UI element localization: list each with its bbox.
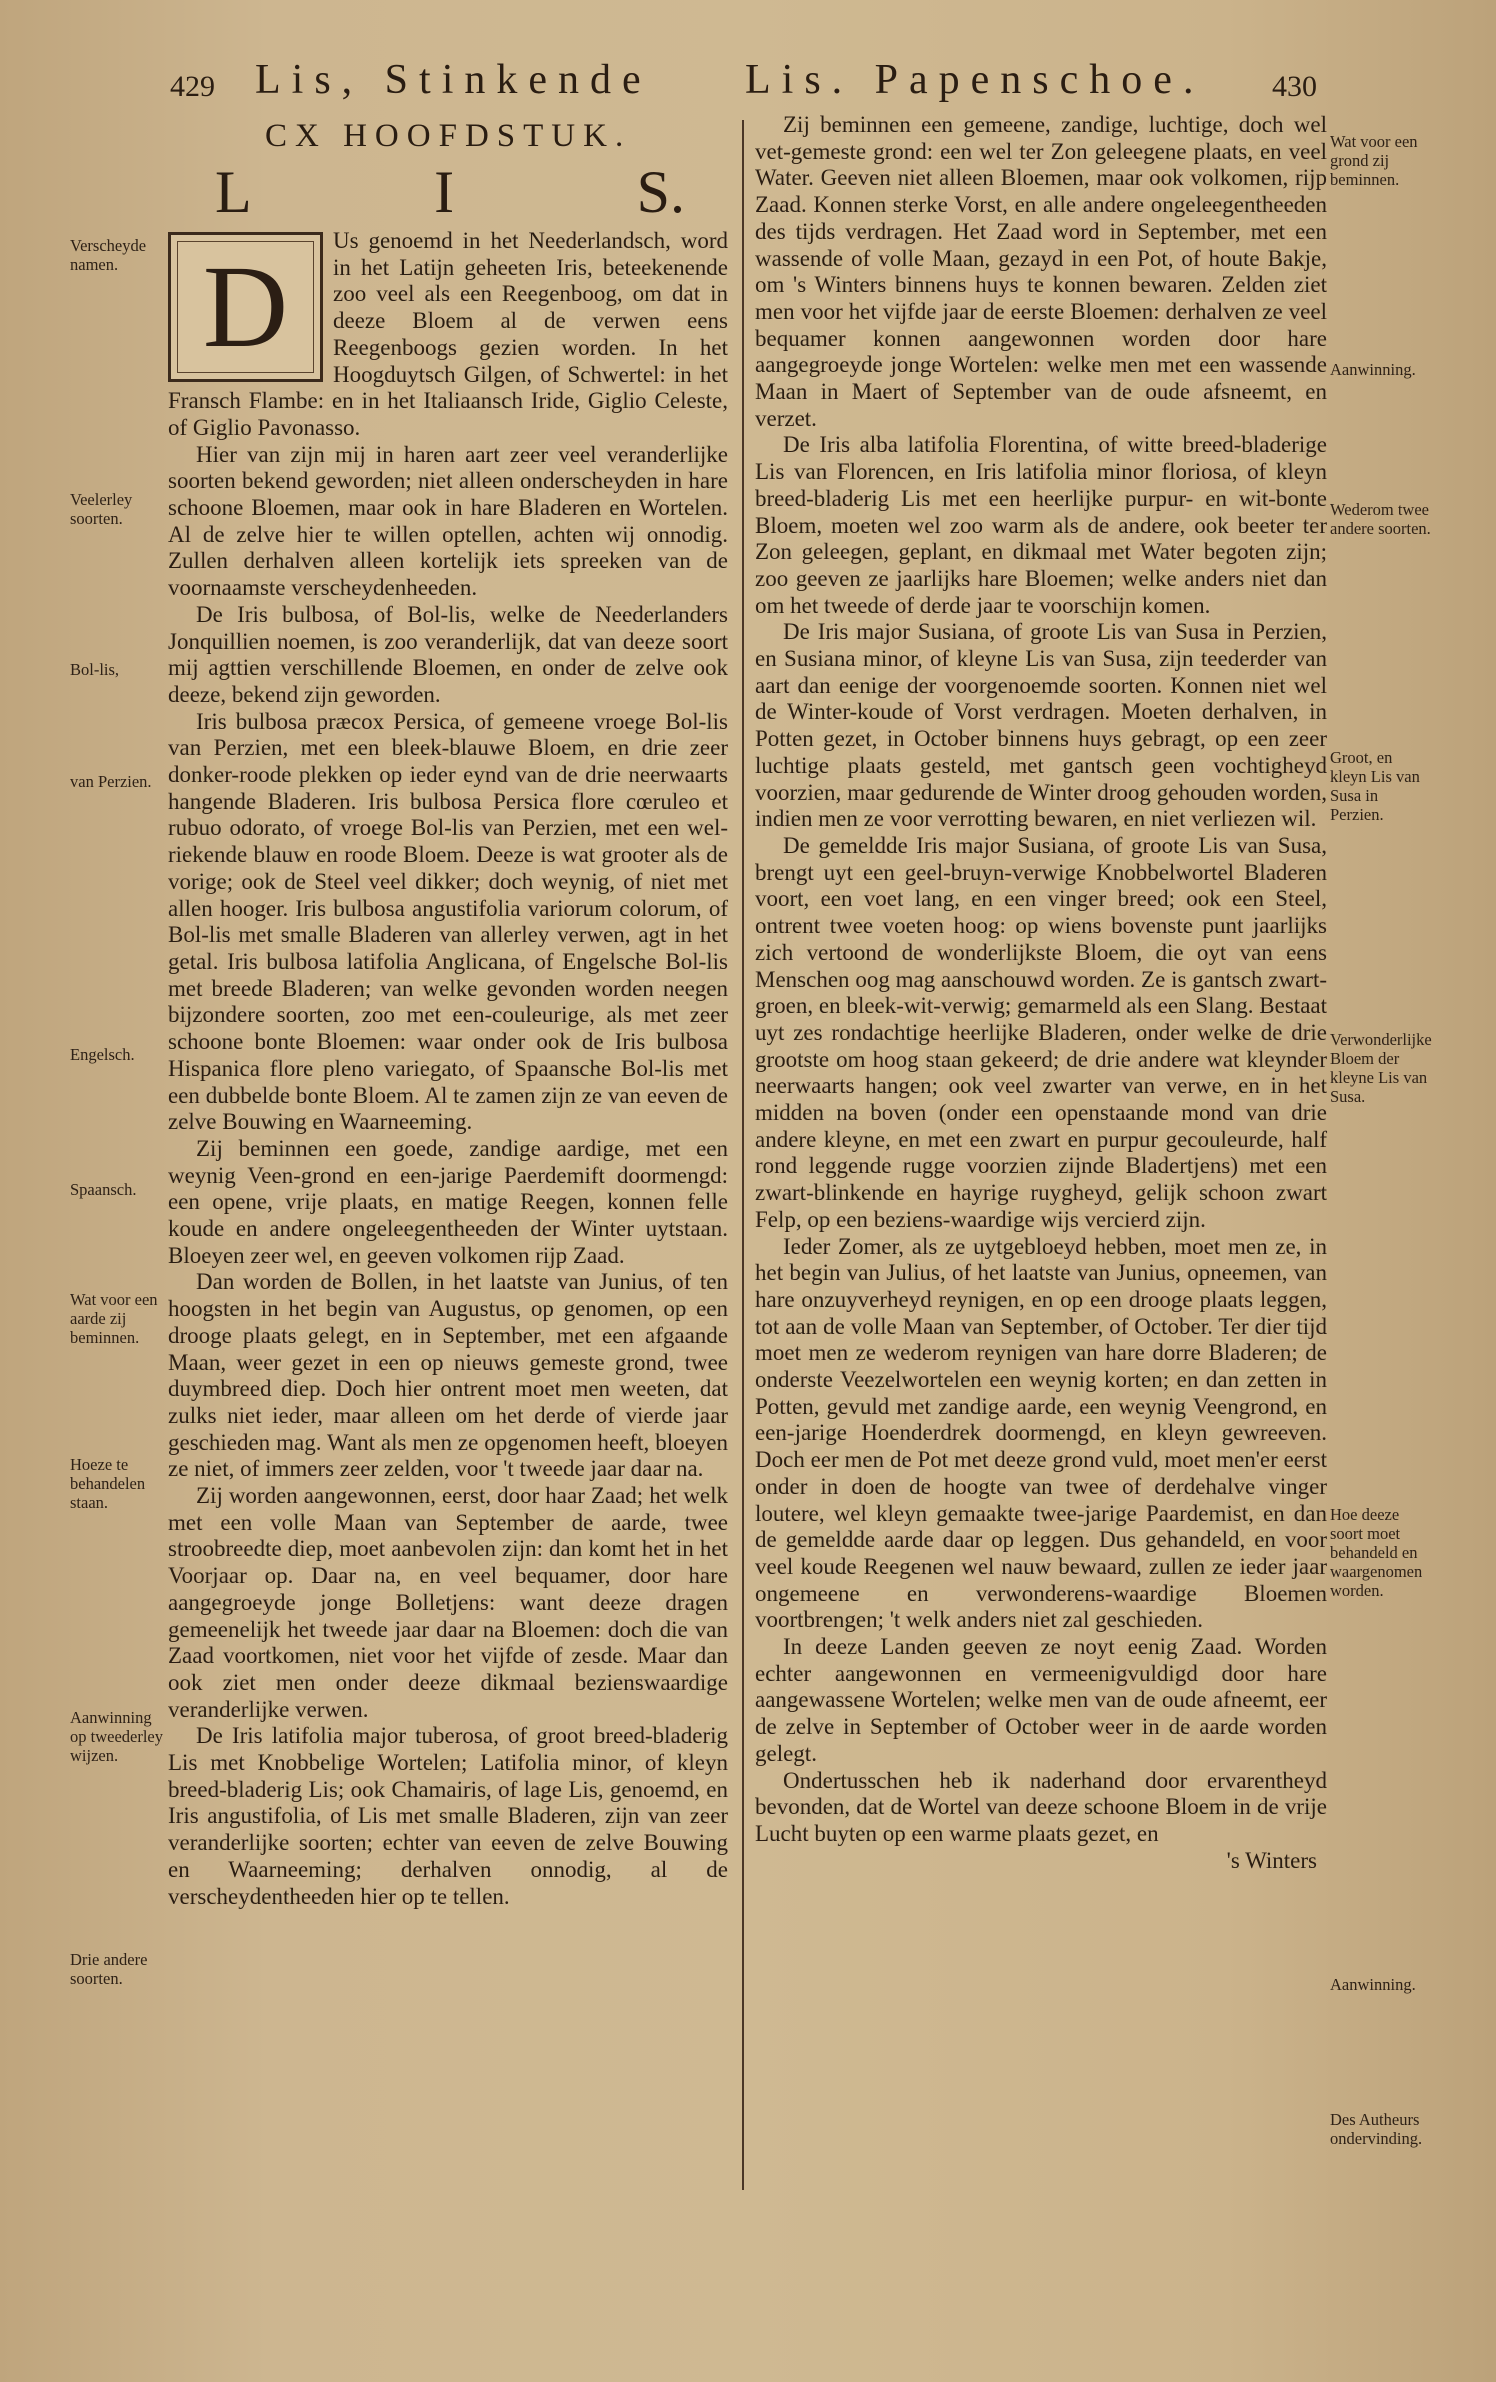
chapter-title (215, 158, 685, 227)
margin-note-left: Aanwinning op tweederley wijzen. (70, 1708, 163, 1765)
paragraph: De Iris major Susiana, of groote Lis van Susa in Perzien, en Susiana minor, of kleyne Lis van Susa, zijn teederder van aart dan eenige der voorgenoemde soorten. Konnen niet wel de Winter-koude of Vorst verdragen. Moeten derhalven, in Potten gezet, in October binnens huys gebragt, op een zeer luchtige plaats gesteld, met gantsch geen vochtigheyd voorzien, maar gedurende de Winter droog gehouden worden, indien men ze voor verrotting bewaren, en niet verliezen wil. (755, 619, 1327, 832)
running-head-left: Lis, Stinkende (255, 57, 652, 103)
margin-note-left: Drie andere soorten. (70, 1950, 148, 1988)
left-column (168, 228, 728, 1910)
paragraph: De Iris alba latifolia Florentina, of witte breed-bladerige Lis van Florencen, en Iris latifolia minor floriosa, of kleyn breed-bladerig Lis met een heerlijke purpur- en wit-bonte Bloem, moeten wel zoo warm als de andere, ook beeter ter Zon geleegen, geplant, en dikmaal met Water begoten zijn; zoo geeven ze jaarlijks hare Bloemen; welke anders niet dan om het tweede of derde jaar te voorschijn komen. (755, 432, 1327, 618)
paragraph: Us genoemd in het Neederlandsch, word in het Latijn geheeten Iris, beteekenende zoo veel als een Reegenboog, om dat in deeze Bloem al de verwen eens Reegenboogs gezien worden. In het Hoogduytsch Gilgen, of Schwertel: in het Fransch Flambe: en in het Italiaansch Iride, Giglio Celeste, of Giglio Pavonasso. (168, 228, 728, 440)
paragraph: Iris bulbosa præcox Persica, of gemeene vroege Bol-lis van Perzien, met een bleek-blauwe Bloem, en drie zeer donker-roode plekken op ieder eynd van de drie neerwaarts hangende Bladeren. Iris bulbosa Persica flore cœruleo et rubuo odorato, of vroege Bol-lis van Perzien, met een wel-riekende blauw en roode Bloem. Deeze is wat grooter als de vorige; ook de Steel veel dikker; doch weynig, of niet met allen hooger. Iris bulbosa angustifolia variorum colorum, of Bol-lis met smalle Bladeren van allerley verwen, agt in het getal. Iris bulbosa latifolia Anglicana, of Engelsche Bol-lis met breede Bladeren; van welke gevonden worden neegen bijzondere soorten, zoo met een-couleurige, als met zeer schoone bonte Bloemen: waar onder ook de Iris bulbosa Hispanica flore pleno variegato, of Spaansche Bol-lis met een dubbelde bonte Bloem. Al te zamen zijn ze van eeven de zelve Bouwing en Waarneeming. (168, 708, 728, 1135)
paragraph: Hier van zijn mij in haren aart zeer veel veranderlijke soorten bekend geworden; niet alleen onderscheyden in hare schoone Bloemen, maar ook in hare Bladeren en Wortelen. Al de zelve hier te willen optellen, achten wij onnodig. Zullen derhalven alleen kortelijk iets spreeken van de voornaamste verscheydenheeden. (168, 441, 728, 601)
margin-note-left: Bol-lis, (70, 660, 120, 679)
running-head-right: Lis. Papenschoe. (745, 57, 1205, 103)
page-number-left: 429 (170, 70, 215, 103)
decorated-initial: D (168, 232, 323, 382)
margin-note-left: Engelsch. (70, 1045, 135, 1064)
margin-note-left: Spaansch. (70, 1180, 137, 1199)
title-letter: I (434, 159, 455, 225)
margin-note-left: Hoeze te behandelen staan. (70, 1455, 146, 1512)
margin-note-right: Aanwinning. (1330, 1975, 1416, 1994)
margin-note-right: Wederom twee andere soorten. (1330, 500, 1431, 538)
right-column (755, 112, 1327, 1874)
margin-note-right: Verwonderlijke Bloem der kleyne Lis van Susa. (1330, 1030, 1432, 1106)
margin-note-left: Verscheyde namen. (70, 236, 147, 274)
margin-note-left: Veelerley soorten. (70, 490, 133, 528)
paragraph: Zij beminnen een gemeene, zandige, luchtige, doch wel vet-gemeste grond: een wel ter Zon geleegene plaats, en veel Water. Geeven niet alleen Bloemen, maar ook volkomen, rijp Zaad. Konnen sterke Vorst, en alle andere ongeleegentheeden des tijds verdragen. Het Zaad word in September, met een wassende of volle Maan, gezayd in een Pot, of houte Bakje, om 's Winters binnens huys te konnen bewaren. Zelden ziet men voor het vijfde jaar de eerste Bloemen: derhalven ze veel bequamer konnen aangewonnen worden door hare aangegroeyde jonge Wortelen: welke men met een wassende Maan in Maert of September van de oude afsneemt, en verzet. (755, 112, 1327, 431)
paragraph: Ondertusschen heb ik naderhand door ervarentheyd bevonden, dat de Wortel van deeze schoone Bloem in de vrije Lucht buyten op een warme plaats gezet, en (755, 1767, 1327, 1846)
paragraph: De Iris latifolia major tuberosa, of groot breed-bladerig Lis met Knobbelige Wortelen; Latifolia minor, of kleyn breed-bladerig Lis; ook Chamairis, of lage Lis, genoemd, en Iris angustifolia, of Lis met smalle Bladeren, zijn van zeer veranderlijke soorten; echter van eeven de zelve Bouwing en Waarneeming; derhalven onnodig, al de verscheydentheeden hier op te tellen. (168, 1723, 728, 1909)
margin-note-left: Wat voor een aarde zij beminnen. (70, 1290, 158, 1347)
margin-note-right: Aanwinning. (1330, 360, 1416, 379)
paragraph: Zij beminnen een goede, zandige aardige, met een weynig Veen-grond en een-jarige Paerdemift doormengd: een opene, vrije plaats, en matige Reegen, konnen felle koude en andere ongeleegentheeden der Winter uytstaan. Bloeyen zeer wel, en geeven volkomen rijp Zaad. (168, 1135, 728, 1268)
paragraph: De Iris bulbosa, of Bol-lis, welke de Neederlanders Jonquillien noemen, is zoo veranderlijk, dat van deeze soort mij agttien verschillende Bloemen, en onder de zelve ook deeze, bekend zijn geworden. (168, 601, 728, 707)
title-letter: L (215, 159, 252, 225)
margin-note-right: Hoe deeze soort moet behandeld en waargenomen worden. (1330, 1505, 1423, 1600)
column-divider (742, 120, 744, 2190)
paragraph: In deeze Landen geeven ze noyt eenig Zaad. Worden echter aangewonnen en vermeenigvuldigd door hare aangewassene Wortelen; welke men van de oude afneemt, eer de zelve in September of October weer in de aarde worden gelegt. (755, 1634, 1327, 1766)
page-number-right: 430 (1272, 70, 1317, 103)
chapter-heading: CX HOOFDSTUK. (265, 118, 632, 154)
paragraph: De gemeldde Iris major Susiana, of groote Lis van Susa, brengt uyt een geel-bruyn-verwige Knobbelwortel Bladeren voort, een voet lang, en een vinger breed; ook een Steel, ontrent twee voeten hoog: op wiens bovenste punt jaarlijks zich vertoond de wonderlijkste Bloem, die oyt van eens Menschen oog mag aanschouwd worden. Ze is gantsch zwart-groen, en bleek-wit-verwig; gemarmeld als een Slang. Bestaat uyt zes rondachtige heerlijke Bladeren, onder welke de drie grootste om hoog staan gekeerd; de drie andere wat kleynder neerwaarts hangen; ook veel zwarter van verwe, en in het midden na boven (onder een openstaande mond van drie andere kleyne, en met een zwart en purpur gecouleurde, half rond leggende rugge voorzien zijnde Bladertjens) met een zwart-blinkende en hayrige ruygheyd, gelijk schoon zwart Felp, op een beziens-waardige wijs vercierd zijn. (755, 832, 1327, 1232)
paragraph: Zij worden aangewonnen, eerst, door haar Zaad; het welk met een volle Maan van September de aarde, twee stroobreedte diep, moet aanbevolen zijn: dan komt het in het Voorjaar op. Daar na, en veel bequamer, door hare aangegroeyde jonge Bolletjens: want deeze dragen gemeenelijk het tweede jaar daar na Bloemen: doch die van Zaad voortkomen, niet voor het vijfde of zesde. Maar dan ook ziet men onder deeze dikmaal bezienswaardige veranderlijke verwen. (168, 1483, 728, 1722)
catchword: 's Winters (1226, 1847, 1317, 1873)
margin-note-right: Groot, en kleyn Lis van Susa in Perzien. (1330, 748, 1420, 824)
paragraph: Dan worden de Bollen, in het laatste van Junius, of ten hoogsten in het begin van Augustus, op genomen, op een drooge plaats gelegt, en in September, met een afgaande Maan, weer gezet in een op nieuws gemeste grond, twee duymbreed diep. Doch hier ontrent moet men weeten, dat zulks niet ieder, maar alleen om het derde of vierde jaar geschieden mag. Want als men ze opgenomen heeft, bloeyen ze niet, of immers zeer zelden, voor 't tweede jaar daar na. (168, 1269, 728, 1482)
margin-note-left: van Perzien. (70, 772, 152, 791)
margin-note-right: Des Autheurs ondervinding. (1330, 2110, 1423, 2148)
margin-note-right: Wat voor een grond zij beminnen. (1330, 132, 1418, 189)
paragraph: Ieder Zomer, als ze uytgebloeyd hebben, moet men ze, in het begin van Julius, of het laatste van Junius, opneemen, van hare onzuyverheyd reynigen, en op een drooge plaats leggen, tot aan de volle Maan van September, of October. Ter dier tijd moet men ze wederom reynigen van hare dorre Bladeren; de onderste Veezelwortelen een weynig korten; en dan zetten in Potten, gevuld met zandige aarde, een weynig Veengrond, en een-jarige Hoenderdrek doormengd, en kleyn gewreeven. Doch eer men de Pot met deeze grond vuld, moet men'er eerst onder in doen de hoogte van twee of derdehalve vinger loutere, wel kleyn gemaakte twee-jarige Paardemist, en dan de gemeldde aarde daar op leggen. Dus gehandeld, en voor veel koude Reegenen wel nauw bewaard, zullen ze ieder jaar ongemeene en verwonderens-waardige Bloemen voortbrengen; 't welk anders niet zal geschieden. (755, 1233, 1327, 1633)
title-letter: S. (636, 159, 685, 225)
